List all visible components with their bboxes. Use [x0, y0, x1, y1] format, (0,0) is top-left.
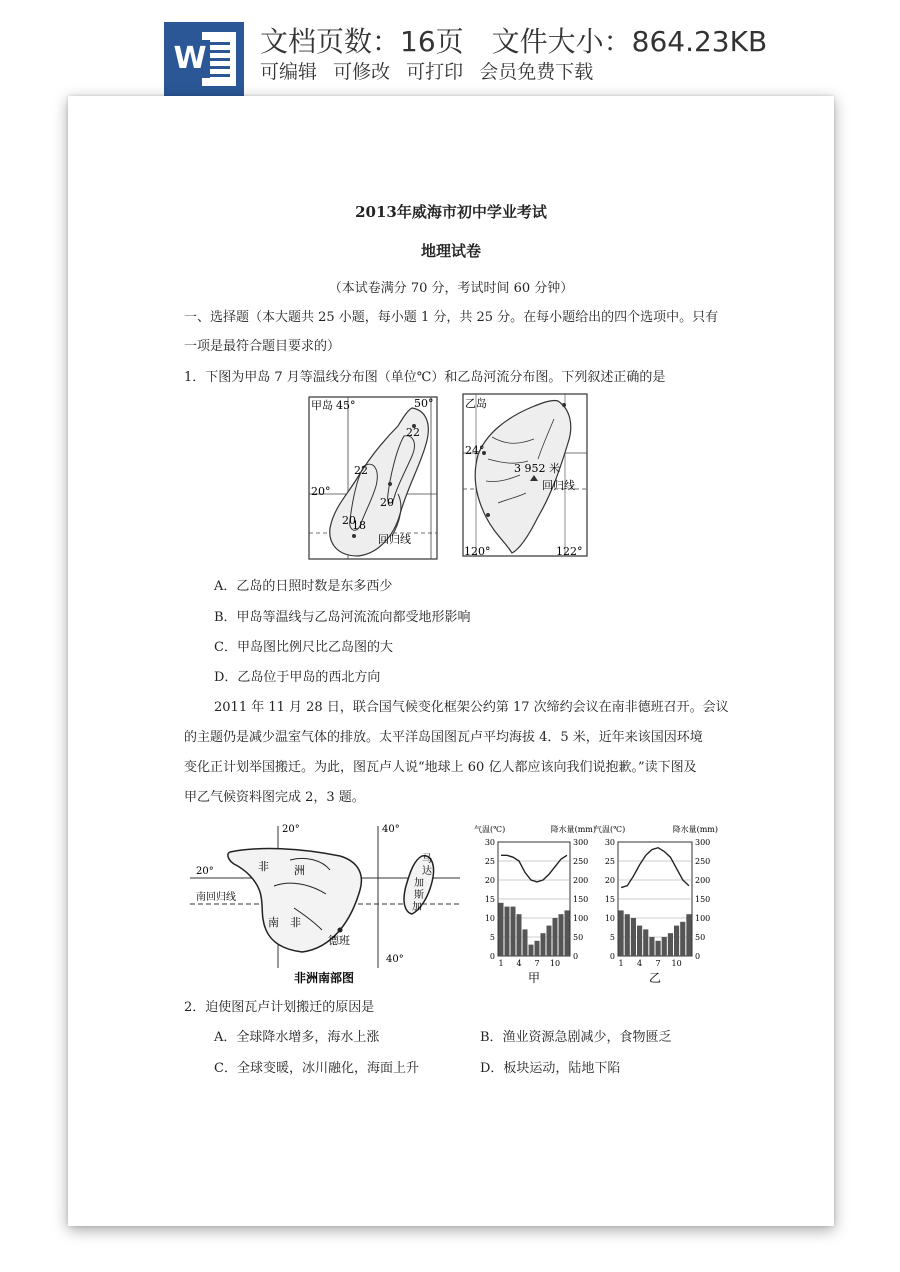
- yi-temp-tick: 25: [604, 857, 615, 866]
- yi-temp-tick: 15: [604, 895, 615, 904]
- jia-temp-tick: 5: [489, 933, 495, 942]
- yi-temp-tick: 0: [609, 952, 615, 961]
- svg-text:德班: 德班: [328, 934, 350, 947]
- svg-text:20°: 20°: [196, 866, 214, 877]
- yi-precip-bar: [649, 937, 654, 956]
- jia-precip-bar: [553, 918, 558, 956]
- svg-text:18: 18: [352, 519, 366, 532]
- jia-precip-bar: [547, 926, 552, 956]
- svg-text:斯: 斯: [414, 890, 424, 901]
- yi-chart-title: 乙: [648, 971, 662, 985]
- jia-month-tick: 4: [516, 959, 522, 968]
- svg-text:甲岛: 甲岛: [311, 399, 333, 412]
- yi-precip-tick: 200: [695, 876, 711, 885]
- climate-chart-yi: [594, 822, 720, 988]
- exam-title: 2013年威海市初中学业考试: [355, 203, 547, 221]
- svg-text:回归线: 回归线: [378, 533, 411, 546]
- exam-subject: 地理试卷: [420, 242, 481, 260]
- question-1: 1．下图为甲岛 7 月等温线分布图（单位℃）和乙岛河流分布图。下列叙述正确的是: [184, 370, 666, 385]
- yi-month-tick: 10: [671, 959, 682, 968]
- svg-text:加: 加: [414, 878, 424, 889]
- svg-text:22: 22: [354, 464, 368, 477]
- svg-text:20: 20: [342, 514, 356, 527]
- yi-precip-bar: [631, 918, 636, 956]
- jia-precip-bar: [517, 914, 522, 956]
- jia-temp-tick: 15: [484, 895, 495, 904]
- jia-precip-bar: [523, 929, 528, 956]
- q1-option-d: D．乙岛位于甲岛的西北方向: [214, 670, 381, 685]
- jia-temp-tick: 20: [484, 876, 495, 885]
- jia-temp-axis-label: 气温(℃): [474, 825, 506, 834]
- jia-precip-bar: [505, 907, 510, 956]
- jia-precip-tick: 200: [573, 876, 589, 885]
- jia-precip-axis-label: 降水量(mm): [550, 825, 596, 834]
- svg-text:20: 20: [380, 496, 394, 509]
- jia-precip-tick: 0: [573, 952, 579, 961]
- svg-text:22: 22: [406, 426, 420, 439]
- q1-option-b: B．甲岛等温线与乙岛河流流向都受地形影响: [214, 610, 471, 625]
- file-size: 文件大小：864.23KB: [491, 25, 768, 58]
- yi-precip-bar: [674, 926, 679, 956]
- feature-modifiable: 可修改: [333, 61, 391, 83]
- yi-month-tick: 4: [637, 959, 643, 968]
- svg-text:120°: 120°: [464, 545, 491, 558]
- q2-option-b: B．渔业资源急剧减少，食物匮乏: [480, 1030, 672, 1045]
- jia-precip-bar: [565, 910, 570, 956]
- jia-precip-tick: 100: [573, 914, 589, 923]
- q1-option-a: A．乙岛的日照时数是东多西少: [214, 579, 393, 594]
- jia-month-tick: 10: [549, 959, 561, 968]
- yi-precip-bar: [619, 910, 624, 956]
- jia-precip-tick: 300: [573, 838, 589, 847]
- jia-precip-bar: [541, 933, 546, 956]
- jia-precip-bar: [511, 907, 516, 956]
- yi-precip-bar: [662, 937, 667, 956]
- svg-text:洲: 洲: [294, 864, 305, 877]
- yi-precip-bar: [643, 929, 648, 956]
- svg-text:45°: 45°: [336, 399, 356, 412]
- passage-line-3: 变化正计划举国搬迁。为此，图瓦卢人说“地球上 60 亿人都应该向我们说抱歉。”读下图及: [184, 760, 697, 775]
- yi-temp-tick: 20: [604, 876, 615, 885]
- document-page: [68, 96, 834, 1226]
- jia-precip-bar: [499, 903, 504, 956]
- passage-line-1: 2011 年 11 月 28 日，联合国气候变化框架公约第 17 次缔约会议在南非德班召开。会议: [214, 700, 729, 715]
- yi-precip-tick: 150: [695, 895, 711, 904]
- jia-precip-bar: [529, 945, 534, 956]
- page-count: 文档页数：16页: [260, 25, 464, 58]
- jia-precip-bar: [559, 914, 564, 956]
- yi-precip-bar: [637, 926, 642, 956]
- yi-precip-bar: [625, 914, 630, 956]
- jia-temp-tick: 25: [484, 857, 495, 866]
- yi-precip-bar: [680, 922, 685, 956]
- yi-precip-tick: 250: [695, 857, 711, 866]
- jia-temp-tick: 30: [484, 838, 495, 847]
- svg-text:回归线: 回归线: [542, 479, 575, 492]
- jia-precip-tick: 250: [573, 857, 589, 866]
- passage-line-2: 的主题仍是减少温室气体的排放。太平洋岛国图瓦卢平均海拔 4．5 米，近年来该国因环境: [184, 730, 703, 745]
- jia-temp-tick: 0: [489, 952, 495, 961]
- yi-precip-tick: 0: [695, 952, 701, 961]
- yi-precip-axis-label: 降水量(mm): [672, 825, 718, 834]
- svg-text:122°: 122°: [556, 545, 583, 558]
- svg-text:达: 达: [422, 866, 432, 877]
- yi-temp-tick: 30: [604, 838, 615, 847]
- passage-line-4: 甲乙气候资料图完成 2，3 题。: [184, 790, 365, 805]
- svg-text:南回归线: 南回归线: [196, 892, 236, 903]
- yi-temp-tick: 10: [604, 914, 615, 923]
- feature-printable: 可打印: [406, 61, 464, 83]
- svg-text:乙岛: 乙岛: [465, 397, 487, 410]
- q2-option-a: A．全球降水增多，海水上涨: [214, 1030, 380, 1045]
- feature-editable: 可编辑: [260, 61, 318, 83]
- yi-temp-tick: 5: [609, 933, 615, 942]
- svg-text:非: 非: [290, 916, 301, 929]
- svg-text:非洲南部图: 非洲南部图: [294, 971, 355, 985]
- svg-text:南: 南: [268, 916, 279, 929]
- yi-month-tick: 1: [618, 959, 624, 968]
- southern-africa-map: [190, 820, 460, 986]
- climate-chart-jia: [474, 822, 598, 988]
- svg-text:50°: 50°: [414, 397, 434, 410]
- svg-text:非: 非: [258, 860, 269, 873]
- jia-temp-tick: 10: [484, 914, 495, 923]
- q1-option-c: C．甲岛图比例尺比乙岛图的大: [214, 640, 393, 655]
- exam-note: （本试卷满分 70 分，考试时间 60 分钟）: [328, 281, 574, 296]
- jia-precip-bar: [535, 941, 540, 956]
- yi-temp-axis-label: 气温(℃): [594, 825, 626, 834]
- q2-option-d: D．板块运动，陆地下陷: [480, 1061, 621, 1076]
- yi-month-tick: 7: [655, 959, 661, 968]
- yi-precip-bar: [656, 941, 661, 956]
- svg-text:20°: 20°: [282, 824, 300, 835]
- jia-month-tick: 1: [498, 959, 504, 968]
- word-icon: W: [164, 22, 244, 96]
- svg-text:24°: 24°: [465, 444, 485, 457]
- yi-precip-bar: [668, 933, 673, 956]
- yi-precip-tick: 50: [695, 933, 706, 942]
- svg-text:20°: 20°: [311, 485, 331, 498]
- svg-text:加: 加: [412, 902, 422, 913]
- svg-text:40°: 40°: [382, 824, 400, 835]
- svg-text:40°: 40°: [386, 954, 404, 965]
- map-yi-island: [462, 393, 590, 559]
- svg-text:3 952 米: 3 952 米: [514, 462, 560, 475]
- yi-precip-bar: [686, 914, 691, 956]
- section-instructions: 一、选择题（本大题共 25 小题，每小题 1 分，共 25 分。在每小题给出的四个选项中。只有: [184, 310, 719, 325]
- svg-text:马: 马: [422, 854, 432, 865]
- jia-month-tick: 7: [534, 959, 540, 968]
- map-jia-island: [308, 396, 440, 560]
- jia-precip-tick: 50: [573, 933, 584, 942]
- doc-info-header: [0, 0, 900, 100]
- yi-precip-tick: 300: [695, 838, 711, 847]
- yi-precip-tick: 100: [695, 914, 711, 923]
- jia-precip-tick: 150: [573, 895, 589, 904]
- feature-member-download: 会员免费下载: [479, 61, 594, 83]
- question-2: 2．迫使图瓦卢计划搬迁的原因是: [184, 1000, 375, 1015]
- q2-option-c: C．全球变暖，冰川融化，海面上升: [214, 1061, 419, 1076]
- jia-chart-title: 甲: [527, 971, 541, 985]
- section-instructions-cont: 一项是最符合题目要求的）: [184, 339, 341, 354]
